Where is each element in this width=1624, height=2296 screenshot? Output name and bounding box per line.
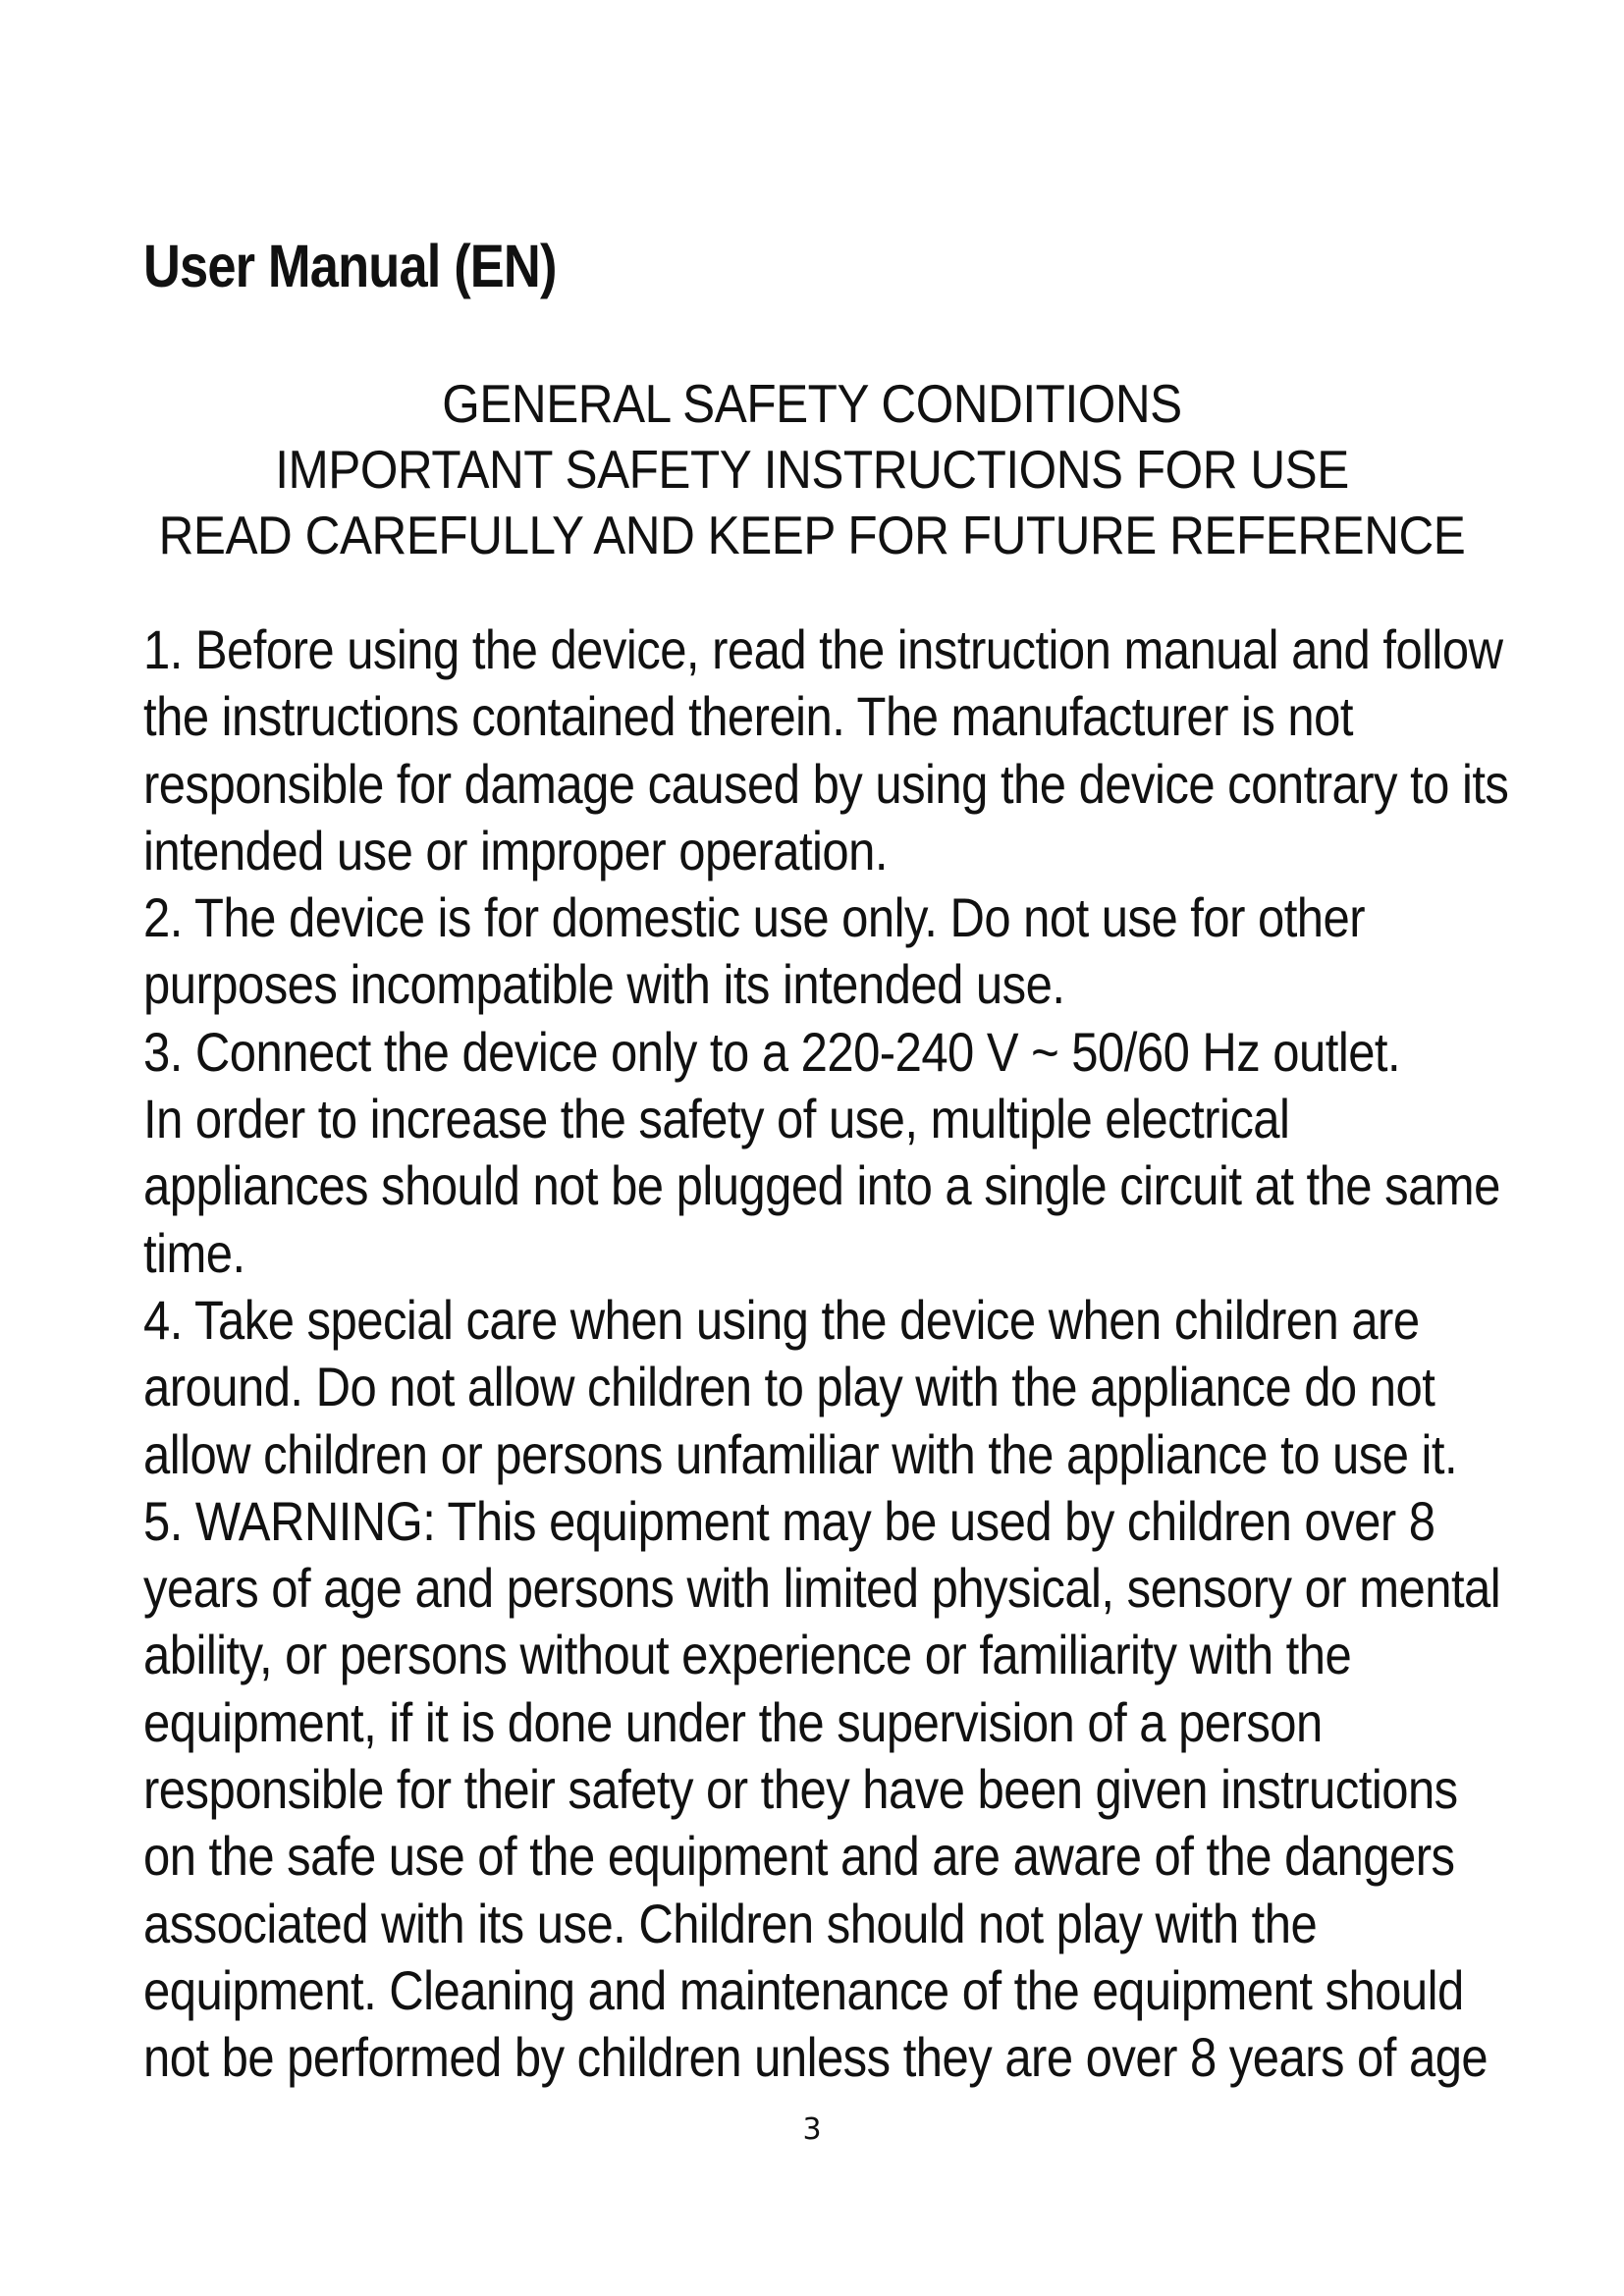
body-line: on the safe use of the equipment and are aware of the dangers	[143, 1825, 1455, 1888]
body-line: 1. Before using the device, read the instruction manual and follow	[143, 618, 1503, 680]
page-number: 3	[802, 2112, 822, 2147]
body-line: 5. WARNING: This equipment may be used by children over 8	[143, 1489, 1435, 1552]
heading-line: IMPORTANT SAFETY INSTRUCTIONS FOR USE	[275, 439, 1349, 500]
body-line: intended use or improper operation.	[143, 819, 888, 881]
document-title: User Manual (EN)	[143, 233, 557, 299]
body-line: purposes incompatible with its intended use.	[143, 953, 1065, 1016]
body-line: responsible for their safety or they have been given instructions	[143, 1758, 1458, 1821]
safety-headings	[0, 371, 1624, 568]
safety-instructions	[143, 616, 1624, 2092]
body-line: time.	[143, 1221, 245, 1284]
body-line: 3. Connect the device only to a 220-240 V ~ 50/60 Hz outlet.	[143, 1020, 1401, 1083]
body-line: allow children or persons unfamiliar with the appliance to use it.	[143, 1422, 1458, 1485]
body-line: associated with its use. Children should not play with the	[143, 1892, 1318, 1954]
body-line: not be performed by children unless they are over 8 years of age	[143, 2026, 1489, 2089]
heading-line: READ CAREFULLY AND KEEP FOR FUTURE REFERENCE	[158, 505, 1466, 565]
body-line: In order to increase the safety of use, multiple electrical	[143, 1088, 1290, 1150]
body-line: ability, or persons without experience or familiarity with the	[143, 1624, 1352, 1686]
body-line: responsible for damage caused by using the device contrary to its	[143, 752, 1509, 815]
body-line: 4. Take special care when using the device when children are	[143, 1288, 1420, 1351]
body-line: around. Do not allow children to play with the appliance do not	[143, 1356, 1435, 1418]
heading-line: GENERAL SAFETY CONDITIONS	[442, 373, 1182, 434]
body-line: 2. The device is for domestic use only. Do not use for other	[143, 886, 1366, 949]
body-line: years of age and persons with limited physical, sensory or mental	[143, 1557, 1501, 1620]
body-line: equipment. Cleaning and maintenance of the equipment should	[143, 1958, 1464, 2021]
body-line: equipment, if it is done under the supervision of a person	[143, 1690, 1323, 1753]
body-line: appliances should not be plugged into a single circuit at the same	[143, 1154, 1500, 1217]
body-line: the instructions contained therein. The manufacturer is not	[143, 685, 1353, 748]
